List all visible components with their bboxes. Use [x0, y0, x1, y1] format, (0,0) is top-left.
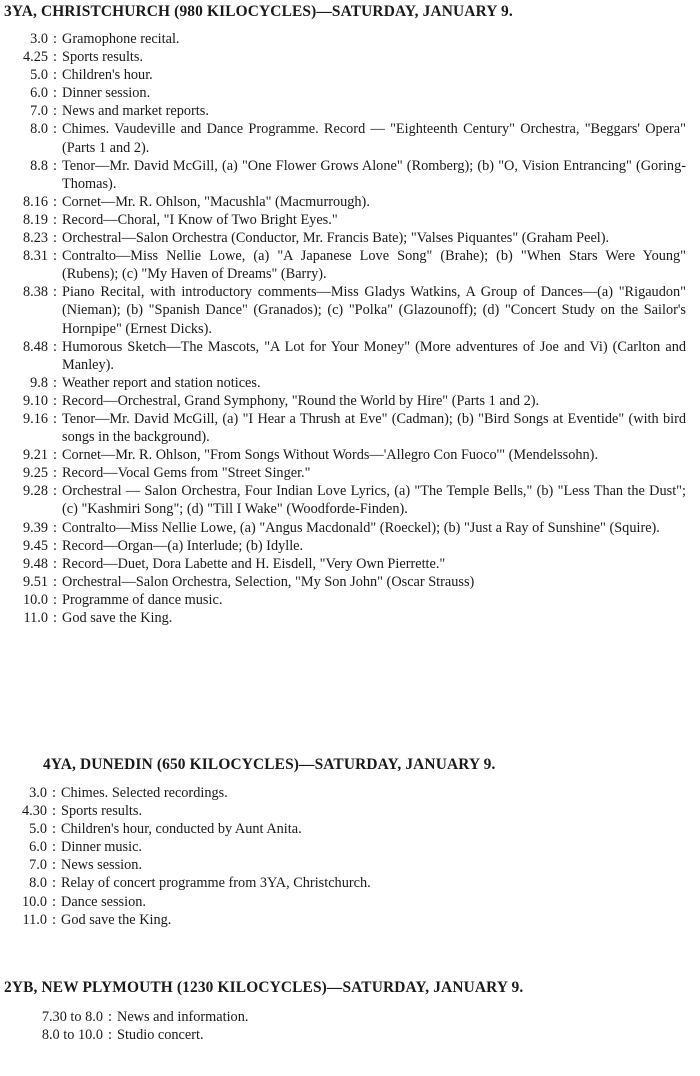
- time-separator: :: [52, 893, 56, 910]
- entry-description: News and market reports.: [62, 103, 209, 120]
- time-separator: :: [53, 67, 57, 84]
- time-separator: :: [53, 85, 57, 102]
- entry-description: Contralto—Miss Nellie Lowe, (a) "A Japanese Love Song" (Brahe); (b) "When Stars Were Young" (Rubens); (c) "My Haven of Dreams" (Barry).: [62, 248, 686, 283]
- programme-entry: [0, 392, 700, 410]
- programme-entry: [0, 30, 700, 48]
- station-heading: 3YA, CHRISTCHURCH (980 KILOCYCLES)—SATURDAY, JANUARY 9.: [4, 3, 513, 20]
- entry-description: Record—Vocal Gems from "Street Singer.": [62, 465, 311, 482]
- entry-time: 8.19: [22, 211, 48, 228]
- time-separator: :: [53, 49, 57, 66]
- entry-time: 5.0: [30, 67, 48, 84]
- entry-description: Children's hour.: [62, 67, 153, 84]
- time-separator: :: [53, 610, 57, 626]
- entry-description: Sports results.: [62, 49, 144, 66]
- entry-time: 8.0 to 10.0: [41, 1027, 103, 1044]
- station-heading: 2YB, NEW PLYMOUTH (1230 KILOCYCLES)—SATURDAY, JANUARY 9.: [4, 979, 524, 996]
- programme-entry: [0, 482, 700, 518]
- station-3ya-listing: [0, 2, 700, 627]
- time-separator: :: [53, 555, 57, 572]
- entry-description: Dinner session.: [62, 85, 151, 102]
- time-separator: :: [108, 1009, 112, 1025]
- programme-list: [0, 784, 700, 929]
- entry-time: 9.25: [22, 465, 48, 482]
- time-separator: :: [53, 338, 57, 355]
- programme-entry: [0, 66, 700, 84]
- entry-description: Cornet—Mr. R. Ohlson, "Macushla" (Macmurrough).: [62, 193, 370, 210]
- time-separator: :: [53, 374, 57, 391]
- entry-time: 9.51: [22, 573, 48, 590]
- programme-entry: [0, 784, 700, 802]
- programme-entry: [0, 84, 700, 102]
- entry-description: Gramophone recital.: [62, 31, 180, 47]
- entry-description: Tenor—Mr. David McGill, (a) "I Hear a Thrush at Eve" (Cadman); (b) "Bird Songs at Eventide" (with bird songs in the background).: [62, 410, 686, 446]
- programme-entry: [0, 856, 700, 874]
- programme-entry: [0, 573, 700, 591]
- entry-description: News session.: [61, 857, 143, 874]
- programme-entry: [0, 1026, 700, 1044]
- entry-description: Dinner music.: [61, 839, 142, 856]
- time-separator: :: [53, 31, 57, 47]
- entry-description: Dance session.: [61, 893, 146, 910]
- programme-entry: [0, 911, 700, 929]
- entry-time: 9.10: [22, 392, 48, 409]
- entry-time: 8.16: [22, 193, 48, 210]
- entry-description: News and information.: [117, 1009, 249, 1025]
- entry-time: 7.0: [30, 103, 48, 120]
- time-separator: :: [53, 284, 57, 301]
- time-separator: :: [52, 839, 56, 856]
- entry-time: 9.21: [22, 447, 48, 464]
- time-separator: :: [53, 573, 57, 590]
- time-separator: :: [52, 875, 56, 892]
- entry-time: 5.0: [29, 821, 47, 838]
- programme-entry: [0, 157, 700, 193]
- entry-description: God save the King.: [62, 610, 173, 626]
- entry-description: Relay of concert programme from 3YA, Christchurch.: [61, 875, 371, 892]
- entry-description: God save the King.: [61, 911, 172, 928]
- programme-entry: [0, 838, 700, 856]
- entry-description: Programme of dance music.: [62, 591, 223, 608]
- entry-description: Weather report and station notices.: [62, 374, 261, 391]
- entry-time: 9.39: [22, 519, 48, 536]
- entry-description: Orchestral—Salon Orchestra (Conductor, Mr. Francis Bate); "Valses Piquantes" (Graham Peel).: [62, 230, 610, 247]
- programme-entry: [0, 193, 700, 211]
- programme-entry: [0, 464, 700, 482]
- entry-time: 8.0: [29, 875, 47, 892]
- time-separator: :: [53, 447, 57, 464]
- programme-list: [0, 1008, 700, 1044]
- programme-entry: [0, 410, 700, 446]
- station-4ya-listing: [0, 755, 700, 929]
- entry-time: 6.0: [30, 85, 48, 102]
- entry-description: Orchestral — Salon Orchestra, Four Indian Love Lyrics, (a) "The Temple Bells," (b) "Less Than the Dust"; (c) "Kashmiri Song"; (d) "Till I Wake" (Woodforde-Finden).: [62, 483, 686, 518]
- time-separator: :: [53, 193, 57, 210]
- time-separator: :: [53, 465, 57, 482]
- time-separator: :: [53, 230, 57, 247]
- entry-time: 7.0: [29, 857, 47, 874]
- programme-list: [0, 30, 700, 627]
- entry-time: 8.48: [22, 338, 48, 355]
- entry-description: Chimes. Vaudeville and Dance Programme. Record — "Eighteenth Century" Orchestra, "Beggars' Opera" (Parts 1 and 2).: [62, 121, 686, 156]
- entry-description: Record—Orchestral, Grand Symphony, "Round the World by Hire" (Parts 1 and 2).: [62, 392, 540, 409]
- entry-time: 9.28: [22, 483, 48, 500]
- entry-time: 3.0: [30, 31, 48, 47]
- entry-description: Chimes. Selected recordings.: [61, 785, 228, 801]
- programme-entry: [0, 874, 700, 892]
- programme-entry: [0, 48, 700, 66]
- programme-entry: [0, 120, 700, 156]
- entry-description: Children's hour, conducted by Aunt Anita.: [61, 821, 302, 838]
- programme-entry: [0, 374, 700, 392]
- entry-description: Orchestral—Salon Orchestra, Selection, "My Son John" (Oscar Strauss): [62, 573, 475, 590]
- entry-time: 8.8: [30, 157, 48, 174]
- entry-description: Cornet—Mr. R. Ohlson, "From Songs Without Words—'Allegro Con Fuoco'" (Mendelssohn).: [62, 447, 599, 464]
- entry-description: Contralto—Miss Nellie Lowe, (a) "Angus Macdonald" (Roeckel); (b) "Just a Ray of Sunshine" (Squire).: [62, 519, 660, 536]
- time-separator: :: [53, 211, 57, 228]
- time-separator: :: [53, 157, 57, 174]
- programme-entry: [0, 802, 700, 820]
- programme-entry: [0, 893, 700, 911]
- programme-entry: [0, 1008, 700, 1026]
- programme-entry: [0, 247, 700, 283]
- entry-time: 3.0: [29, 785, 47, 801]
- programme-entry: [0, 283, 700, 337]
- entry-description: Sports results.: [61, 803, 143, 820]
- entry-description: Studio concert.: [117, 1027, 204, 1044]
- time-separator: :: [53, 248, 57, 265]
- time-separator: :: [53, 519, 57, 536]
- entry-time: 4.30: [21, 803, 47, 820]
- programme-entry: [0, 820, 700, 838]
- entry-description: Record—Organ—(a) Interlude; (b) Idylle.: [62, 537, 304, 554]
- time-separator: :: [52, 803, 56, 820]
- programme-entry: [0, 555, 700, 573]
- programme-entry: [0, 446, 700, 464]
- programme-entry: [0, 609, 700, 627]
- time-separator: :: [53, 392, 57, 409]
- time-separator: :: [53, 483, 57, 500]
- time-separator: :: [108, 1027, 112, 1044]
- station-2yb-listing: [0, 978, 700, 1044]
- programme-entry: [0, 591, 700, 609]
- entry-description: Tenor—Mr. David McGill, (a) "One Flower Grows Alone" (Romberg); (b) "O, Vision Entrancing" (Goring-Thomas).: [62, 157, 686, 192]
- station-heading: 4YA, DUNEDIN (650 KILOCYCLES)—SATURDAY, JANUARY 9.: [43, 756, 496, 773]
- entry-time: 8.31: [22, 248, 48, 265]
- entry-description: Record—Duet, Dora Labette and H. Eisdell, "Very Own Pierrette.": [62, 555, 446, 572]
- entry-time: 6.0: [29, 839, 47, 856]
- entry-description: Humorous Sketch—The Mascots, "A Lot for Your Money" (More adventures of Joe and Vi) (Carlton and Manley).: [62, 338, 686, 373]
- time-separator: :: [52, 857, 56, 874]
- time-separator: :: [53, 121, 57, 138]
- entry-time: 11.0: [22, 911, 47, 928]
- time-separator: :: [52, 821, 56, 838]
- programme-entry: [0, 229, 700, 247]
- time-separator: :: [53, 537, 57, 554]
- time-separator: :: [52, 785, 56, 801]
- time-separator: :: [52, 911, 56, 928]
- programme-entry: [0, 338, 700, 374]
- entry-time: 9.8: [30, 374, 48, 391]
- entry-description: Record—Choral, "I Know of Two Bright Eyes.": [62, 211, 338, 228]
- programme-entry: [0, 102, 700, 120]
- entry-time: 9.48: [22, 555, 48, 572]
- entry-time: 9.45: [22, 537, 48, 554]
- entry-time: 8.23: [22, 230, 48, 247]
- entry-time: 10.0: [21, 893, 47, 910]
- entry-time: 9.16: [22, 410, 48, 427]
- entry-time: 11.0: [23, 610, 48, 626]
- programme-entry: [0, 537, 700, 555]
- entry-time: 7.30 to 8.0: [41, 1009, 103, 1025]
- entry-time: 4.25: [22, 49, 48, 66]
- programme-entry: [0, 211, 700, 229]
- entry-description: Piano Recital, with introductory comments—Miss Gladys Watkins, A Group of Dances—(a) "Rigaudon" (Nieman); (b) "Spanish Dance" (Granados); (c) "Polka" (Glazounoff); (d) "Concert Study on the Sailor's Hornpipe" (Ernest Dicks).: [62, 284, 686, 337]
- time-separator: :: [53, 103, 57, 120]
- entry-time: 8.38: [22, 284, 48, 301]
- entry-time: 10.0: [22, 591, 48, 608]
- time-separator: :: [53, 591, 57, 608]
- time-separator: :: [53, 410, 57, 427]
- entry-time: 8.0: [30, 121, 48, 138]
- programme-entry: [0, 519, 700, 537]
